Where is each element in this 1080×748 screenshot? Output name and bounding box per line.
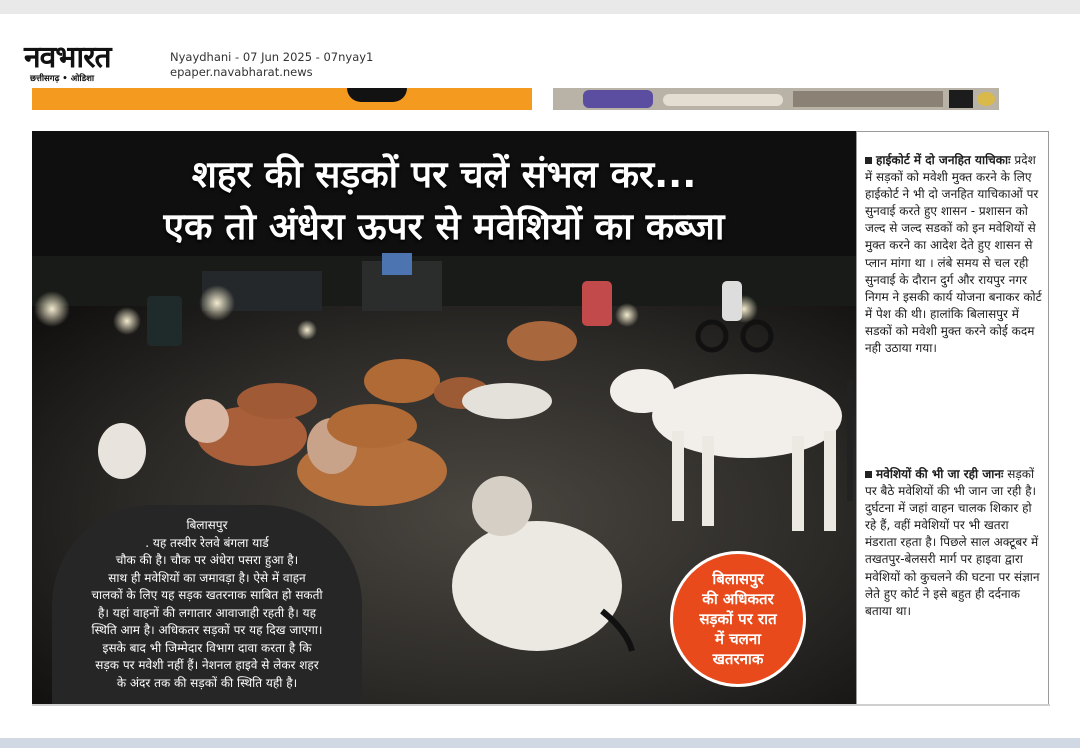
danger-badge xyxy=(670,551,806,687)
headline-line-2: एक तो अंधेरा ऊपर से मवेशियों का कब्जा xyxy=(163,205,725,248)
page-divider xyxy=(32,704,1050,706)
caption-line: . यह तस्वीर रेलवे बंगला यार्ड xyxy=(145,535,269,550)
previous-article-strip-left xyxy=(32,88,532,110)
sidebar-paragraph-2 xyxy=(865,466,1043,620)
top-band xyxy=(0,0,1080,14)
caption-line: है। यहां वाहनों की लगातार आवाजाही रहती है। यह xyxy=(98,605,316,620)
caption-line: सड़क पर मवेशी नहीं हैं। नेशनल हाइवे से लेकर शहर xyxy=(95,658,319,672)
news-photo xyxy=(32,131,856,706)
headline-line-1: शहर की सड़कों पर चलें संभल कर... xyxy=(191,153,697,196)
logo-text: नवभारत xyxy=(24,40,111,75)
edition-line: Nyaydhani - 07 Jun 2025 - 07nyay1 xyxy=(170,50,374,64)
newspaper-logo xyxy=(24,42,159,86)
paragraph-lead: मवेशियों की भी जा रही जानः xyxy=(876,467,1004,481)
caption-line: इसके बाद भी जिम्मेदार विभाग दावा करता है कि xyxy=(102,640,312,655)
bullet-square-icon xyxy=(865,471,872,478)
paragraph-body: प्रदेश में सड़कों को मवेशी मुक्त करने के लिए हाईकोर्ट ने भी दो जनहित याचिकाओं पर सुनवाई करते हुए शासन - प्रशासन को जल्द से जल्द सडकों को इन मवेशियों से मुक्त करने का आदेश देते हुए शासन से प्लान मांगा था । लंबे समय से चल रही सुनवाई के दौरान दुर्ग और रायपुर नगर निगम ने इसकी कार्य योजना बनाकर कोर्ट में पेश की थी। हालांकि बिलासपुर में सडकों को मवेशी मुक्त करने कोई कदम नही उठाया गया। xyxy=(865,153,1042,356)
badge-line: में चलना xyxy=(714,630,762,648)
previous-article-strip-right xyxy=(553,88,999,110)
bottom-band xyxy=(0,738,1080,748)
sidebar-paragraph-1 xyxy=(865,152,1043,357)
caption-line: के अंदर तक की सड़कों की स्थिति यही है। xyxy=(116,675,298,690)
caption-line: चालकों के लिए यह सड़क खतरनाक साबित हो सकती xyxy=(91,588,323,602)
photo-headline xyxy=(32,149,856,253)
badge-line: बिलासपुर xyxy=(712,570,764,588)
caption-line: साथ ही मवेशियों का जमावड़ा है। ऐसे में वाहन xyxy=(108,570,306,585)
paragraph-body: सड़कों पर बैठे मवेशियों की भी जान जा रही है। दुर्घटना में जहां वाहन चालक शिकार हो रहे हैं, वहीं मवेशियों पर भी खतरा मंडराता रहता है। पिछले साल अक्टूबर में तखतपुर-बेलसरी मार्ग पर हाइवा द्वारा मवेशियों को कुचलने की घटना पर संज्ञान लेते हुए कोर्ट ने इसे बहुत ही दर्दनाक बताया था। xyxy=(865,467,1040,618)
caption-line: स्थिति आम है। अधिकतर सड़कों पर यह दिख जाएगा। xyxy=(91,623,323,637)
badge-line: की अधिकतर xyxy=(702,590,774,608)
caption-place: बिलासपुर xyxy=(186,518,228,532)
paragraph-lead: हाईकोर्ट में दो जनहित याचिकाः xyxy=(876,153,1011,167)
caption-line: चौक की है। चौक पर अंधेरा पसरा हुआ है। xyxy=(115,553,299,567)
photo-caption xyxy=(52,505,362,705)
badge-line: खतरनाक xyxy=(712,650,764,668)
logo-subtitle: छत्तीसगढ़ • ओडिशा xyxy=(30,74,95,84)
badge-line: सड़कों पर रात xyxy=(699,610,777,628)
bullet-square-icon xyxy=(865,157,872,164)
edition-url: epaper.navabharat.news xyxy=(170,65,313,79)
edition-info xyxy=(170,50,373,80)
